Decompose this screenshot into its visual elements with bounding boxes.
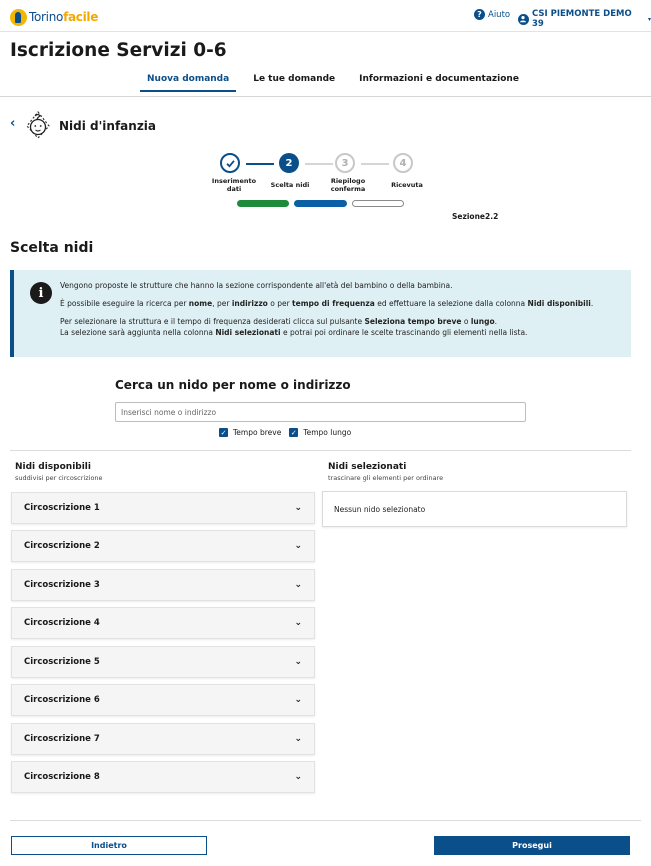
chevron-down-icon: ⌄ <box>294 695 302 705</box>
tempo-breve-label[interactable]: Tempo breve <box>233 428 282 437</box>
chevron-down-icon: ⌄ <box>294 734 302 744</box>
search-input[interactable] <box>115 402 526 422</box>
section-title: Nidi d'infanzia <box>59 119 157 133</box>
search-title: Cerca un nido per nome o indirizzo <box>115 378 351 392</box>
step-1-label: Inserimento dati <box>211 177 257 193</box>
logo-text-part1: Torino <box>29 10 64 24</box>
info-paragraph-2: È possibile eseguire la ricerca per nome, per indirizzo o per tempo di frequenza ed effettuare la selezione dalla colonna Nidi disponibili. <box>60 299 594 308</box>
circoscrizione-4-accordion[interactable]: Circoscrizione 4 ⌄ <box>11 607 315 639</box>
selected-subtitle: trascinare gli elementi per ordinare <box>328 474 444 482</box>
torinofacile-logo[interactable] <box>10 7 98 27</box>
top-bar <box>0 0 651 32</box>
chevron-down-icon: ▾ <box>647 15 651 23</box>
circoscrizione-1-accordion[interactable]: Circoscrizione 1 ⌄ <box>11 492 315 524</box>
help-label: Aiuto <box>488 9 511 20</box>
baby-icon <box>24 110 52 140</box>
tempo-breve-checkbox[interactable]: ✓ <box>220 428 227 437</box>
tab-informazioni[interactable]: Informazioni e documentazione <box>359 74 519 84</box>
app-title: Iscrizione Servizi 0-6 <box>10 40 227 61</box>
progress-segment-pending <box>352 200 404 207</box>
question-icon: ? <box>474 9 485 20</box>
tab-nuova-domanda[interactable]: Nuova domanda <box>140 72 236 92</box>
back-chevron-icon[interactable]: ‹ <box>10 116 16 131</box>
selected-list[interactable] <box>322 491 627 527</box>
available-subtitle: suddivisi per circoscrizione <box>15 474 103 482</box>
circoscrizione-5-accordion[interactable]: Circoscrizione 5 ⌄ <box>11 646 315 678</box>
logo-mark-icon <box>10 9 27 26</box>
info-icon: i <box>30 282 52 304</box>
user-icon <box>518 14 529 25</box>
page-heading: Scelta nidi <box>10 240 94 256</box>
progress-segment-current <box>294 200 347 207</box>
circoscrizione-3-accordion[interactable]: Circoscrizione 3 ⌄ <box>11 569 315 601</box>
step-4-circle: 4 <box>393 153 413 173</box>
chevron-down-icon: ⌄ <box>294 580 302 590</box>
step-1-check-icon <box>220 153 240 173</box>
step-3-circle: 3 <box>335 153 355 173</box>
user-menu[interactable] <box>518 9 651 29</box>
chevron-down-icon: ⌄ <box>294 503 302 513</box>
header-divider <box>0 96 651 97</box>
info-paragraph-3: Per selezionare la struttura e il tempo di frequenza desiderati clicca sul pulsante Seleziona tempo breve o lungo. <box>60 317 498 326</box>
help-link[interactable] <box>474 9 510 20</box>
section-code: Sezione2.2 <box>452 212 499 221</box>
user-name: CSI PIEMONTE DEMO 39 <box>531 9 632 29</box>
main-nav <box>140 72 536 92</box>
selected-empty-text: Nessun nido selezionato <box>334 504 426 514</box>
tempo-lungo-checkbox[interactable]: ✓ <box>290 428 297 437</box>
circoscrizione-7-accordion[interactable]: Circoscrizione 7 ⌄ <box>11 723 315 755</box>
step-2-circle: 2 <box>279 153 299 173</box>
chevron-down-icon: ⌄ <box>294 772 302 782</box>
step-2-label: Scelta nidi <box>270 181 310 189</box>
circoscrizione-2-accordion[interactable]: Circoscrizione 2 ⌄ <box>11 530 315 562</box>
progress-segment-complete <box>237 200 289 207</box>
continue-button[interactable]: Prosegui <box>434 836 630 855</box>
step-connector <box>246 163 274 165</box>
step-4-label: Ricevuta <box>391 181 423 189</box>
stepper <box>0 150 651 220</box>
circoscrizione-6-accordion[interactable]: Circoscrizione 6 ⌄ <box>11 684 315 716</box>
chevron-down-icon: ⌄ <box>294 657 302 667</box>
info-paragraph-4: La selezione sarà aggiunta nella colonna Nidi selezionati e potrai poi ordinare le scelte trascinando gli elementi nella lista. <box>60 328 528 337</box>
logo-text-part2: facile <box>63 10 99 24</box>
back-button[interactable]: Indietro <box>11 836 207 855</box>
info-box <box>10 270 631 357</box>
tempo-lungo-label[interactable]: Tempo lungo <box>303 428 352 437</box>
frequency-filters <box>219 428 359 437</box>
circoscrizione-8-accordion[interactable]: Circoscrizione 8 ⌄ <box>11 761 315 793</box>
selected-title: Nidi selezionati <box>328 462 407 472</box>
step-connector <box>361 163 389 165</box>
footer-divider <box>10 820 641 821</box>
divider <box>10 450 631 451</box>
available-title: Nidi disponibili <box>15 462 91 472</box>
chevron-down-icon: ⌄ <box>294 618 302 628</box>
tab-le-tue-domande[interactable]: Le tue domande <box>253 74 336 84</box>
step-3-label: Riepilogo conferma <box>330 177 366 193</box>
info-paragraph-1: Vengono proposte le strutture che hanno la sezione corrispondente all'età del bambino o della bambina. <box>60 281 453 290</box>
step-connector <box>305 163 333 165</box>
info-text <box>60 280 625 338</box>
chevron-down-icon: ⌄ <box>294 541 302 551</box>
